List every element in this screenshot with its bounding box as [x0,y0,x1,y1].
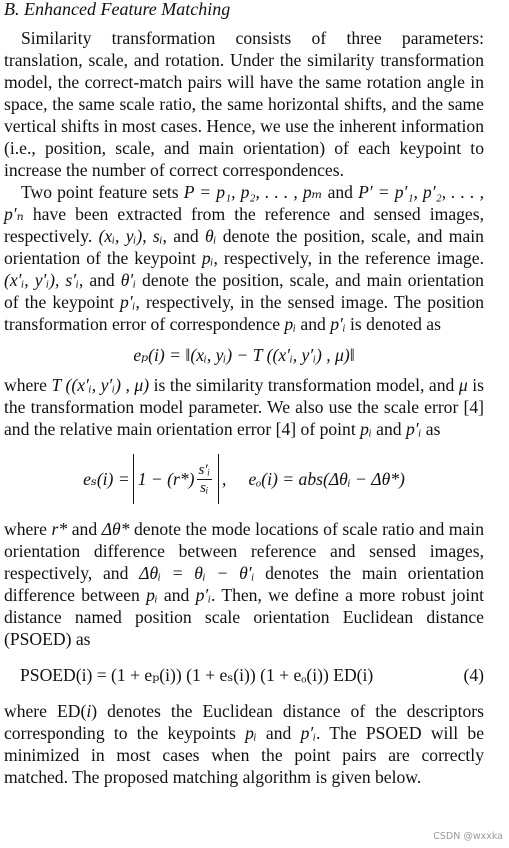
equation-scale-orientation-error: eₛ(i) = 1 − (r*) $\frac{\text{s′ᵢ}}{\text{sᵢ}}$ , eₒ(i) = abs(Δθᵢ − Δθ*) [4,454,484,504]
paragraph-mode-locations: where r* and Δθ* denote the mode locations of scale ratio and main orientation difference between reference and sensed images, respectively, and Δθᵢ = θᵢ − θ′ᵢ denotes the main orientation difference between pᵢ and p′ᵢ. Then, we define a more robust joint distance named position scale orientation Euclidean distance (PSOED) as [4,519,484,649]
paper-page [4,0,484,788]
absolute-value: 1 − (r*) $\frac{\text{s′ᵢ}}{\text{sᵢ}}$ [133,454,219,504]
watermark: CSDN @wxxka [433,831,503,842]
section-heading: B. Enhanced Feature Matching [4,0,231,19]
paragraph-similarity: Similarity transformation consists of three parameters: translation, scale, and rotation. Under the similarity transformation model, the correct-match pairs will have the same rotation angle in space, the same scale ratio, the same horizontal shifts, and the same vertical shifts in most cases. Hence, we use the inherent information (i.e., position, scale, and main orientation) of each keypoint to increase the number of correct correspondences. [4,28,484,180]
equation-psoed: PSOED(i) = (1 + eₚ(i)) (1 + eₛ(i)) (1 + eₒ(i)) ED(i) (4) [20,665,484,685]
paragraph-feature-sets: Two point feature sets P = p₁, p₂, . . . , pₘ and P′ = p′₁, p′₂, . . . , p′ₙ have been extracted from the reference and sensed images, respectively. (xᵢ, yᵢ), sᵢ, and θᵢ denote the position, scale, and main orientation of the keypoint pᵢ, respectively, in the reference image. (x′ᵢ, y′ᵢ), s′ᵢ, and θ′ᵢ denote the position, scale, and main orientation of the keypoint p′ᵢ, respectively, in the sensed image. The position transformation error of correspondence pᵢ and p′ᵢ is denoted as [4,182,485,334]
paragraph-transform-model: where T ((x′ᵢ, y′ᵢ) , μ) is the similarity transformation model, and μ is the transformation model parameter. We also use the scale error [4] and the relative main orientation error [4] of point pᵢ and p′ᵢ as [4,375,484,439]
scale-fraction: $\frac{\text{s′ᵢ}}{\text{sᵢ}}$ [198,461,211,496]
equation-number: (4) [463,665,484,685]
paragraph-ed-definition: where ED(i) denotes the Euclidean distance of the descriptors corresponding to the keypoints pᵢ and p′ᵢ. The PSOED will be minimized in most cases when the point pairs are correctly matched. The proposed matching algorithm is given below. [4,701,485,787]
equation-position-error: eₚ(i) = ‖(xᵢ, yᵢ) − T ((x′ᵢ, y′ᵢ) , μ)‖ [133,345,355,365]
